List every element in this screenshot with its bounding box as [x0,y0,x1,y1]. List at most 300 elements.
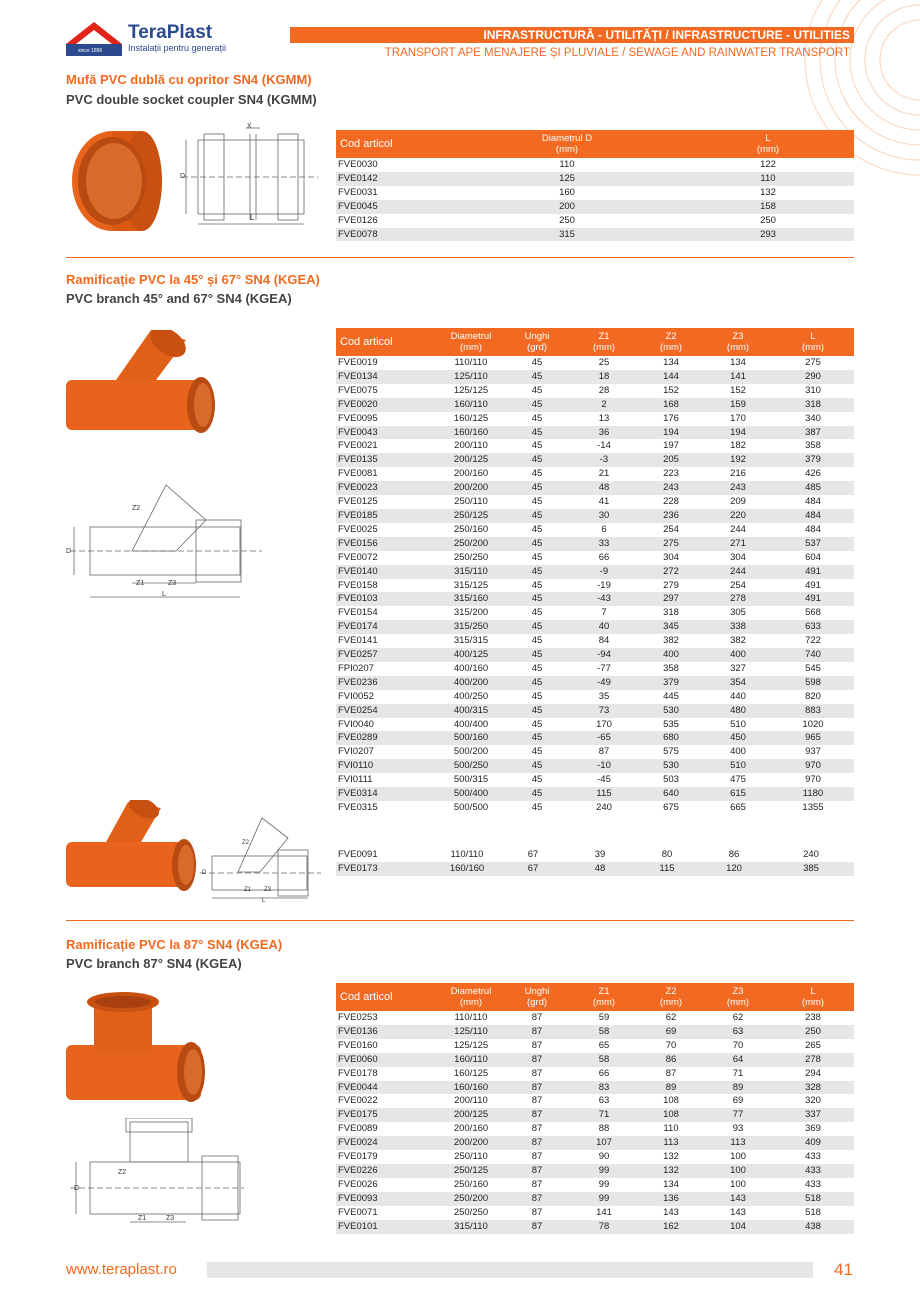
dim-z2-label: Z2 [118,1169,127,1176]
article-code: FVE0024 [336,1136,438,1150]
table-cell: 320 [805,1095,821,1107]
table-cell: 200/200 [438,1136,504,1150]
table-cell: 110/110 [450,849,484,860]
table-cell: 36 [570,426,638,440]
table-cell: 484 [772,509,854,523]
table-row [336,648,854,662]
table-cell: 73 [570,704,638,718]
article-code: FVE0315 [338,802,378,813]
table-cell: 240 [803,849,819,860]
table-cell: 382 [663,635,679,647]
table-cell: 45 [504,787,570,801]
article-code: FVE0175 [336,1108,438,1122]
article-code: FVE0174 [336,620,438,634]
article-code: FVE0125 [338,496,378,508]
branch45-photo [66,330,216,445]
table-cell: 675 [663,802,679,813]
table-cell: 30 [570,509,638,523]
section2-title-ro: Ramificație PVC la 45° și 67° SN4 (KGEA) [66,272,320,287]
divider [66,920,854,921]
since-label: since 1896 [78,48,103,54]
article-code: FVE0093 [336,1192,438,1206]
table-cell: 409 [772,1136,854,1150]
article-code: FVE0075 [338,384,378,396]
table-cell: 110/110 [454,357,488,368]
section2-title-en: PVC branch 45° and 67° SN4 (KGEA) [66,291,292,306]
table-row [336,481,854,495]
table-row [336,848,854,862]
table-cell: 41 [598,496,610,508]
table-cell: -45 [597,774,611,786]
table-cell: -14 [597,440,611,452]
table-cell: 450 [704,731,772,745]
table-cell: 160/125 [453,412,489,424]
table-cell: 45 [531,468,543,480]
table-row [336,662,854,676]
table-cell: 45 [531,440,543,452]
table-cell: 310 [805,384,821,396]
table-cell: 110/110 [454,1012,488,1023]
table-cell: 45 [504,676,570,690]
table-cell: 45 [531,635,543,647]
article-code: FVE0158 [338,579,378,591]
website-link[interactable]: www.teraplast.ro [66,1261,177,1278]
table-cell: 485 [772,481,854,495]
table-cell: 100 [730,1151,746,1163]
table-cell: 110 [682,172,854,186]
table-cell: 400/400 [453,718,489,730]
table-cell: 87 [531,1123,543,1135]
table-cell: 265 [805,1039,821,1051]
table-cell: 633 [772,620,854,634]
table-cell: 45 [531,523,543,535]
section3-title-ro: Ramificație PVC la 87° SN4 (KGEA) [66,937,283,952]
table-cell: 500/315 [453,774,489,786]
article-code: FVE0091 [338,849,378,860]
dim-z1-label: Z1 [244,887,252,893]
table-cell: -77 [597,662,611,674]
page-number: 41 [834,1260,853,1279]
article-code: FVE0173 [336,862,434,876]
table-cell: 315/315 [453,635,489,647]
table-row [336,565,854,579]
table-cell: 159 [704,398,772,412]
table-cell: 125/110 [438,1025,504,1039]
article-code: FVE0160 [338,1039,378,1051]
table-cell: 45 [531,412,543,424]
article-code: FVE0134 [336,370,438,384]
table-cell: 200/125 [438,453,504,467]
table-cell: 379 [638,676,704,690]
col-z3: Z3 (mm) [704,983,772,1011]
table-row [336,228,854,242]
table-cell: 45 [531,746,543,758]
table-cell: 545 [805,662,821,674]
article-code: FVE0022 [338,1095,378,1107]
table-cell: 45 [531,607,543,619]
col-z3: Z3 (mm) [704,328,772,356]
article-code: FVE0253 [338,1012,378,1023]
table-cell: 7 [601,607,607,619]
article-code: FVE0135 [336,453,438,467]
table-cell: 220 [704,509,772,523]
table-row [336,731,854,745]
table-row [336,787,854,801]
table-row [336,467,854,481]
table-cell: 45 [504,426,570,440]
table-cell: 278 [772,1053,854,1067]
dim-z2-label: Z2 [132,505,141,512]
table-cell: 315 [452,228,682,242]
branch67-drawing [198,808,323,903]
table-cell: 244 [704,565,772,579]
article-code: FVE0023 [336,481,438,495]
article-code: FVE0089 [338,1123,378,1135]
section1-title-ro: Mufă PVC dublă cu opritor SN4 (KGMM) [66,72,312,87]
table-cell: 160/160 [438,426,504,440]
table-cell: -19 [597,579,611,591]
article-code: FVE0101 [336,1220,438,1234]
table-row [336,862,854,876]
table-row [336,1039,854,1053]
table-cell: 45 [531,384,543,396]
table-cell: 338 [704,620,772,634]
table-cell: 13 [598,412,610,424]
table-row [336,453,854,467]
table-cell: 48 [566,862,634,876]
table-cell: 680 [638,731,704,745]
article-code: FVE0142 [336,172,452,186]
table-cell: 510 [730,718,746,730]
branch87-drawing [66,1118,246,1228]
table-cell: 575 [663,746,679,758]
table-cell: 125 [452,172,682,186]
table-cell: 86 [728,849,740,860]
table-cell: 45 [531,690,543,702]
table-cell: 45 [504,509,570,523]
table-cell: 64 [704,1053,772,1067]
dim-z1-label: Z1 [138,1215,147,1222]
article-code: FVE0020 [336,398,438,412]
table-cell: 67 [500,862,566,876]
article-code: FVE0103 [336,592,438,606]
table-cell: 387 [772,426,854,440]
table-cell: 62 [665,1012,677,1023]
table-cell: 358 [663,662,679,674]
table-cell: 240 [596,802,612,813]
article-code: FVE0078 [336,228,452,242]
table-cell: 113 [638,1136,704,1150]
table-cell: 250/200 [438,1192,504,1206]
article-code: FVE0045 [336,200,452,214]
table-cell: 132 [760,186,776,198]
table-cell: 223 [663,468,679,480]
table-cell: 480 [704,704,772,718]
table-row [336,1094,854,1108]
table-cell: 152 [663,384,679,396]
table-cell: 100 [704,1164,772,1178]
table-row [336,634,854,648]
table-cell: 170 [730,412,746,424]
table-cell: 328 [772,1081,854,1095]
table-cell: 107 [570,1136,638,1150]
table-cell: 883 [772,704,854,718]
section1-title-en: PVC double socket coupler SN4 (KGMM) [66,92,317,107]
dim-z2-label: Z2 [242,840,250,846]
table-cell: 426 [805,468,821,480]
table-cell: 45 [504,453,570,467]
category-bar: INFRASTRUCTURĂ - UTILITĂȚI / INFRASTRUCTURE - UTILITIES [290,27,854,43]
table-cell: 63 [598,1095,610,1107]
table-cell: 45 [531,662,543,674]
table-cell: 400/125 [438,648,504,662]
teraplast-logo [66,22,236,56]
table-cell: 48 [570,481,638,495]
table-cell: 294 [805,1067,821,1079]
table-cell: 209 [730,496,746,508]
table-cell: 160/110 [438,398,504,412]
table-cell: 45 [504,759,570,773]
table-cell: 69 [638,1025,704,1039]
table-cell: 491 [772,592,854,606]
brand-tagline: Instalații pentru generații [128,43,227,53]
table-cell: -49 [570,676,638,690]
dim-d-label: D [202,870,207,876]
table-row [336,676,854,690]
table-row [336,412,854,426]
table-cell: 176 [663,412,679,424]
table-cell: 39 [594,849,606,860]
table-cell: 89 [638,1081,704,1095]
brand-name: TeraPlast [128,22,213,43]
article-code: FVI0207 [338,746,374,758]
table-cell: 158 [682,200,854,214]
dim-z1-label: Z1 [136,580,145,587]
dim-d-label: D [66,548,72,555]
table-cell: 250/160 [453,523,489,535]
table-cell: 87 [531,1039,543,1051]
table-cell: 475 [730,774,746,786]
table-cell: 236 [638,509,704,523]
table-cell: 69 [732,1095,744,1107]
table-row [336,759,854,773]
table-cell: 537 [772,537,854,551]
table-cell: 62 [732,1012,744,1023]
table-cell: 500/160 [438,731,504,745]
table-row [336,509,854,523]
article-code: FVE0254 [336,704,438,718]
table-cell: 87 [504,1136,570,1150]
table-cell: 115 [634,862,700,876]
dim-x-label: X [247,123,252,130]
table-cell: 152 [730,384,746,396]
table-cell: 120 [700,862,768,876]
table-row [336,801,854,815]
article-code: FVE0179 [338,1151,378,1163]
table-cell: 143 [730,1206,746,1218]
table-cell: 382 [730,635,746,647]
table-cell: 244 [730,523,746,535]
branch45-table [336,328,854,815]
article-code: FVE0021 [338,440,378,452]
col-length: L (mm) [772,983,854,1011]
table-cell: 89 [704,1081,772,1095]
table-cell: 2 [570,398,638,412]
table-cell: 6 [601,523,607,535]
table-row [336,537,854,551]
table-cell: 491 [772,565,854,579]
table-cell: 205 [638,453,704,467]
table-cell: 99 [598,1178,610,1190]
table-cell: 327 [730,662,746,674]
table-cell: 445 [663,690,679,702]
col-z1: Z1 (mm) [570,328,638,356]
table-cell: 45 [504,648,570,662]
table-cell: 200/110 [454,440,488,452]
table-cell: 160/160 [438,1081,504,1095]
table-cell: 45 [531,357,543,368]
table-cell: 18 [570,370,638,384]
table-cell: 604 [805,551,821,563]
coupler-drawing [180,120,320,230]
table-cell: 250/125 [438,1164,504,1178]
table-cell: 535 [663,718,679,730]
table-row [336,398,854,412]
table-cell: 272 [638,565,704,579]
table-cell: 305 [730,607,746,619]
table-row [336,158,854,172]
table-row [336,745,854,759]
article-code: FVE0026 [338,1178,378,1190]
table-cell: 132 [638,1164,704,1178]
table-cell: 500/200 [453,746,489,758]
coupler-table [336,130,854,241]
table-cell: -3 [570,453,638,467]
table-cell: 250/125 [438,509,504,523]
dim-l-label: L [162,591,166,598]
table-cell: 160/160 [434,862,500,876]
dim-z3-label: Z3 [166,1215,175,1222]
table-cell: 45 [504,592,570,606]
table-cell: 160 [559,186,575,198]
table-cell: 216 [730,468,746,480]
article-code: FVE0257 [336,648,438,662]
table-cell: 87 [504,1164,570,1178]
dim-d-label: D [180,173,186,180]
table-cell: 937 [805,746,821,758]
table-cell: 108 [638,1108,704,1122]
coupler-photo [66,126,166,236]
table-cell: 297 [638,592,704,606]
article-code: FVE0031 [338,186,378,198]
col-angle: Unghi (grd) [504,983,570,1011]
article-code: FVE0141 [338,635,378,647]
table-row [336,1108,854,1122]
table-cell: 200/200 [438,481,504,495]
table-cell: 90 [598,1151,610,1163]
table-cell: 500/250 [438,759,504,773]
table-cell: 290 [772,370,854,384]
table-cell: 58 [570,1053,638,1067]
col-length: L (mm) [772,328,854,356]
table-cell: 400 [638,648,704,662]
table-row [336,1011,854,1025]
article-code: FVI0052 [338,690,374,702]
article-code: FVE0019 [338,357,378,368]
table-cell: 162 [638,1220,704,1234]
table-cell: 484 [805,496,821,508]
table-cell: 278 [704,592,772,606]
table-cell: 345 [638,620,704,634]
table-cell: -10 [570,759,638,773]
table-row [336,773,854,787]
table-cell: 1355 [802,802,824,813]
table-cell: 484 [805,523,821,535]
table-row [336,1206,854,1220]
table-cell: 970 [772,759,854,773]
table-cell: 87 [504,1192,570,1206]
table-cell: 250 [559,214,575,226]
table-cell: 315/110 [438,1220,504,1234]
table-cell: 228 [663,496,679,508]
article-code: FVE0030 [338,159,378,170]
table-cell: 99 [570,1164,638,1178]
article-code: FVE0126 [338,214,378,226]
table-cell: 358 [805,440,821,452]
table-row [336,1067,854,1081]
table-cell: 510 [704,759,772,773]
article-code: FVE0289 [336,731,438,745]
table-cell: 87 [504,1053,570,1067]
article-code: FVE0071 [338,1206,378,1218]
article-code: FVE0025 [338,523,378,535]
table-cell: 45 [531,802,543,813]
table-cell: 87 [504,1108,570,1122]
table-cell: 108 [663,1095,679,1107]
table-cell: 530 [638,759,704,773]
table-cell: 87 [531,1067,543,1079]
table-cell: 45 [504,398,570,412]
table-cell: 194 [704,426,772,440]
table-cell: 87 [531,1178,543,1190]
table-row [336,704,854,718]
table-cell: 250/250 [453,1206,489,1218]
table-cell: 87 [531,1095,543,1107]
table-cell: 192 [704,453,772,467]
table-row [336,200,854,214]
table-cell: 110 [663,1123,679,1135]
table-cell: 200/160 [453,1123,489,1135]
table-cell: 433 [805,1178,821,1190]
table-cell: 503 [663,774,679,786]
table-cell: 99 [570,1192,638,1206]
article-code: FVE0095 [338,412,378,424]
col-z2: Z2 (mm) [638,328,704,356]
table-cell: 315/110 [438,565,504,579]
table-cell: 45 [504,481,570,495]
article-code: FVE0156 [336,537,438,551]
dim-l-label: L [262,898,266,903]
table-row [336,495,854,509]
table-cell: 70 [665,1039,677,1051]
table-cell: 70 [732,1039,744,1051]
table-row [336,370,854,384]
article-code: FVE0178 [338,1067,378,1079]
col-cod: Cod articol [336,328,438,356]
table-row [336,1122,854,1136]
table-cell: 500/400 [438,787,504,801]
table-row [336,1025,854,1039]
